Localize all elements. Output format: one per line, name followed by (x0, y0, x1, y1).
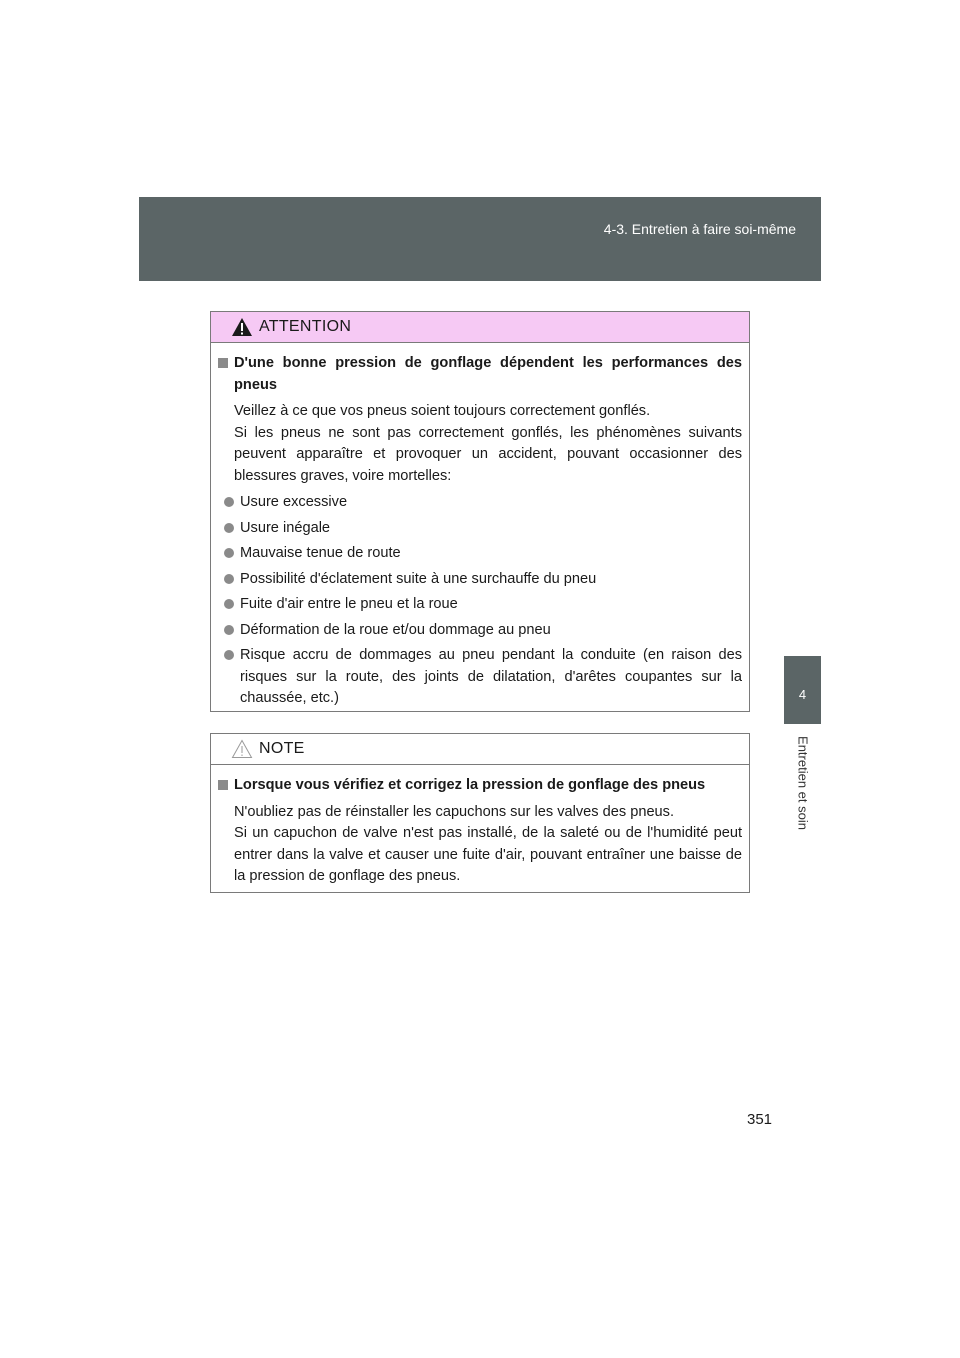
note-heading: Lorsque vous vérifiez et corrigez la pression de gonflage des pneus (218, 775, 742, 797)
attention-bullet-list (218, 492, 742, 710)
square-bullet-icon (218, 358, 228, 368)
note-paragraph-2: Si un capuchon de valve n'est pas installé, de la saleté ou de l'humidité peut entrer dans la valve et causer une fuite d'air, pouvant entraîner une baisse de la pression de gonflage des pneus. (234, 825, 742, 884)
attention-box (210, 311, 750, 712)
attention-paragraph-2: Si les pneus ne sont pas correctement gonflés, les phénomènes suivants peuvent apparaître et provoquer un accident, pouvant occasionner des blessures graves, voire mortelles: (234, 424, 742, 484)
square-bullet-icon (218, 780, 228, 790)
list-item: Possibilité d'éclatement suite à une surchauffe du pneu (224, 569, 742, 591)
dot-bullet-icon (224, 523, 234, 533)
warning-triangle-filled-icon (231, 317, 253, 337)
list-item: Mauvaise tenue de route (224, 543, 742, 565)
page-number: 351 (747, 1111, 773, 1128)
note-header (211, 734, 749, 765)
dot-bullet-icon (224, 650, 234, 660)
list-item: Déformation de la roue et/ou dommage au pneu (224, 620, 742, 642)
note-title: NOTE (259, 740, 305, 757)
attention-paragraph: Veillez à ce que vos pneus soient toujours correctement gonflés. (234, 403, 651, 419)
list-item: Fuite d'air entre le pneu et la roue (224, 594, 742, 616)
header-bar (139, 197, 821, 281)
list-item: Risque accru de dommages au pneu pendant la conduite (en raison des risques sur la route, des joints de dilatation, d'arêtes coupantes sur la chaussée, etc.) (224, 645, 742, 710)
attention-header (211, 312, 749, 343)
note-paragraph: N'oubliez pas de réinstaller les capuchons sur les valves des pneus. (234, 803, 675, 820)
warning-triangle-outline-icon (231, 739, 253, 759)
dot-bullet-icon (224, 497, 234, 507)
chapter-number: 4 (798, 687, 807, 702)
section-label: 4-3. Entretien à faire soi-même (603, 221, 796, 237)
dot-bullet-icon (224, 574, 234, 584)
dot-bullet-icon (224, 548, 234, 558)
list-item: Usure excessive (224, 492, 742, 514)
dot-bullet-icon (224, 625, 234, 635)
list-item: Usure inégale (224, 518, 742, 540)
dot-bullet-icon (224, 599, 234, 609)
note-box (210, 733, 750, 893)
attention-title: ATTENTION (259, 318, 352, 335)
chapter-label: Entretien et soin (795, 736, 811, 830)
chapter-tab (784, 656, 821, 724)
attention-heading: D'une bonne pression de gonflage dépendent les performances des pneus (218, 353, 742, 396)
